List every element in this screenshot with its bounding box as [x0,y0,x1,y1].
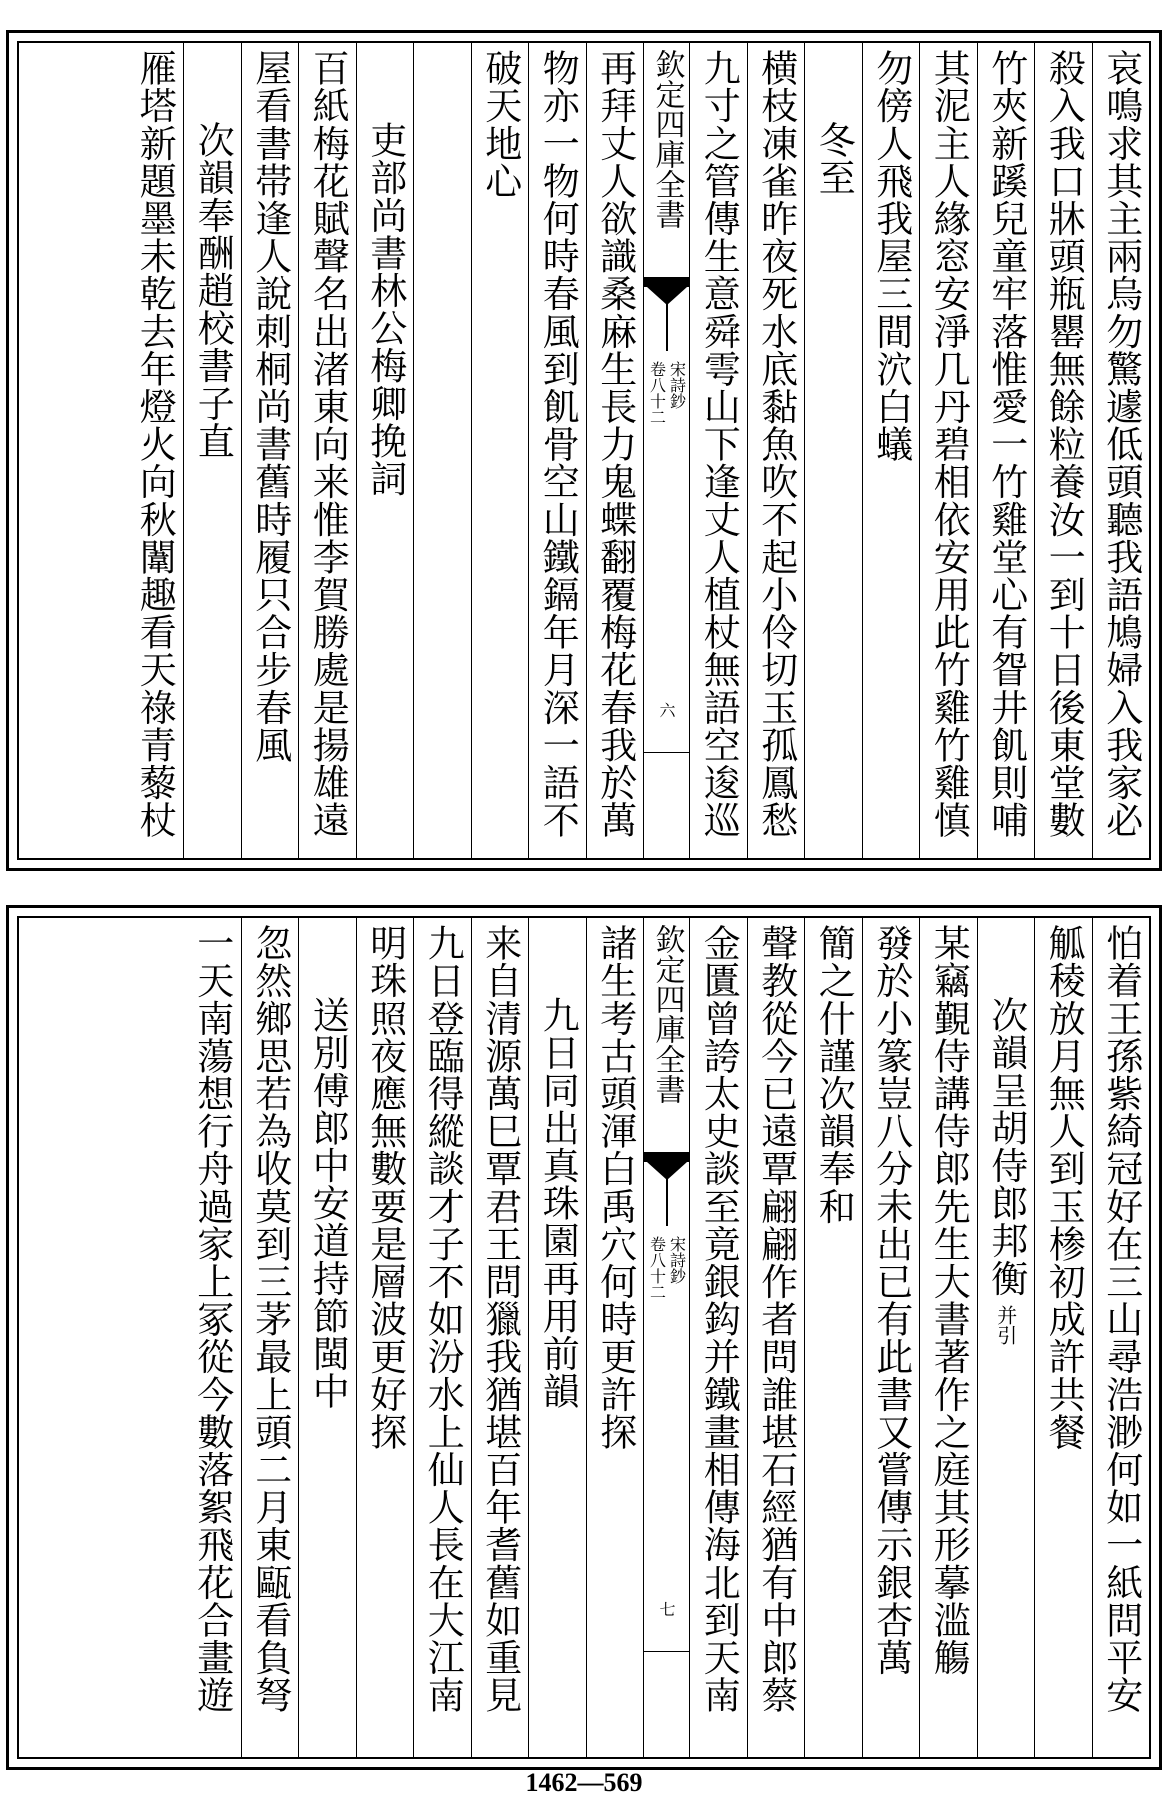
column-text: 送別傅郎中安道持節閩中 [306,996,350,1410]
text-column [528,918,586,1757]
text-column [862,918,920,1757]
folio-number: 六 [657,702,676,718]
column-text: 金匱曾誇太史談至竟銀鈎并鐵畫相傳海北到天南 [697,924,741,1714]
page-frame [17,916,1151,1759]
fishtail-mark [644,1152,689,1162]
fold-rule [644,752,689,753]
column-text: 殺入我口牀頭瓶罌無餘粒養汝一到十日後東堂數 [1042,49,1086,839]
volume-title: 卷八十二 [647,1236,667,1300]
column-text: 明珠照夜應無數要是層波更好探 [363,924,407,1451]
center-fold [643,43,689,858]
page-number-footer: 1462—569 [525,1768,643,1797]
column-text: 再拜丈人欲識桑麻生長力鬼蝶翻覆梅花春我於萬 [593,49,637,839]
column-text: 次韻奉酬趙校書子直 [191,121,235,460]
page-frame [17,41,1151,860]
text-column [919,918,977,1757]
column-text: 一天南蕩想行舟過家上冢從今數落絮飛花合畫遊 [190,924,234,1714]
text-column [471,43,529,858]
text-column [528,43,586,858]
library-title: 欽定四庫全書 [649,49,685,229]
volume-title: 卷八十二 [647,361,667,425]
column-text: 次韻呈胡侍郎邦衡 [984,996,1028,1297]
book-title: 宋詩鈔 [667,361,687,409]
center-fold [643,918,689,1757]
column-text: 九日登臨得縱談才子不如汾水上仙人長在大江南 [421,924,465,1714]
text-column [1034,918,1092,1757]
column-text: 怕着王孫紫綺冠好在三山尋浩渺何如一紙問平安 [1099,924,1143,1714]
column-text: 百紙梅花賦聲名出渚東向来惟李賀勝處是揚雄遠 [306,49,350,839]
column-text: 横枝凍雀昨夜死水底黏魚吹不起小伶切玉孤鳳愁 [754,49,798,839]
fold-rule [644,1651,689,1652]
column-text: 竹夾新蹊兒童牢落惟愛一竹雞堂心有眢井飢則哺 [984,49,1028,839]
column-text: 諸生考古頭渾白禹穴何時更許探 [593,924,637,1451]
column-text: 某竊覲侍講侍郎先生大書著作之庭其形摹滥觴 [927,924,971,1676]
text-column [919,43,977,858]
fishtail-mark [644,277,689,287]
text-column [471,918,529,1757]
column-text: 物亦一物何時春風到飢骨空山鐵鎘年月深一語不 [536,49,580,839]
text-column [356,43,414,858]
text-column [804,43,862,858]
text-column [1092,43,1150,858]
column-text: 雁塔新題墨未乾去年燈火向秋闈趣看天祿青藜杖 [133,49,177,839]
text-columns [19,43,1149,858]
text-column [747,43,805,858]
text-column [183,918,241,1757]
text-column [1034,43,1092,858]
text-column [356,918,414,1757]
text-column [241,918,299,1757]
text-column [298,918,356,1757]
column-text: 聲教從今已遠覃翩翩作者問誰堪石經猶有中郎蔡 [754,924,798,1714]
folio-number: 七 [657,1601,676,1617]
text-column [977,918,1035,1757]
column-text: 簡之什謹次韻奉和 [812,924,856,1225]
column-text: 来自清源萬巳覃君王問獵我猶堪百年耆舊如重見 [478,924,522,1714]
column-text: 觚稜放月無人到玉椮初成許共餐 [1042,924,1086,1451]
column-text: 九日同出真珠園再用前韻 [536,996,580,1410]
page-bottom [6,905,1162,1770]
text-columns [19,918,1149,1757]
text-column [862,43,920,858]
text-column [977,43,1035,858]
fold-title [648,1236,686,1300]
text-column [183,43,241,858]
text-column [126,43,184,858]
text-column [1092,918,1150,1757]
text-column [586,918,644,1757]
column-note: 并引 [993,1304,1018,1345]
text-column [413,918,471,1757]
column-text: 發於小篆豈八分未出已有此書又嘗傳示銀杏萬 [869,924,913,1676]
column-text: 勿傍人飛我屋三間泬白蟻 [869,49,913,463]
page-top [6,30,1162,871]
text-column [241,43,299,858]
book-title: 宋詩鈔 [667,1236,687,1284]
column-text: 屋看書帯逢人說刺桐尚書舊時履只合步春風 [248,49,292,764]
column-text: 吏部尚書林公梅卿挽詞 [363,121,407,497]
library-title: 欽定四庫全書 [649,924,685,1104]
text-column [298,43,356,858]
fold-title [648,361,686,425]
text-column [586,43,644,858]
column-text: 忽然鄉思若為收莫到三茅最上頭二月東甌看負弩 [248,924,292,1714]
text-column [747,918,805,1757]
column-text: 哀鳴求其主兩烏勿驚遽低頭聽我語鳩婦入我家必 [1099,49,1143,839]
column-text: 九寸之管傳生意舜雩山下逢丈人植杖無語空逡巡 [697,49,741,839]
text-column [689,918,747,1757]
column-text: 冬至 [812,121,856,197]
text-column [689,43,747,858]
text-column [413,43,471,858]
column-text: 其泥主人緣窓安淨几丹碧相依安用此竹雞竹雞慎 [927,49,971,839]
column-text: 破天地心 [478,49,522,200]
text-column [804,918,862,1757]
